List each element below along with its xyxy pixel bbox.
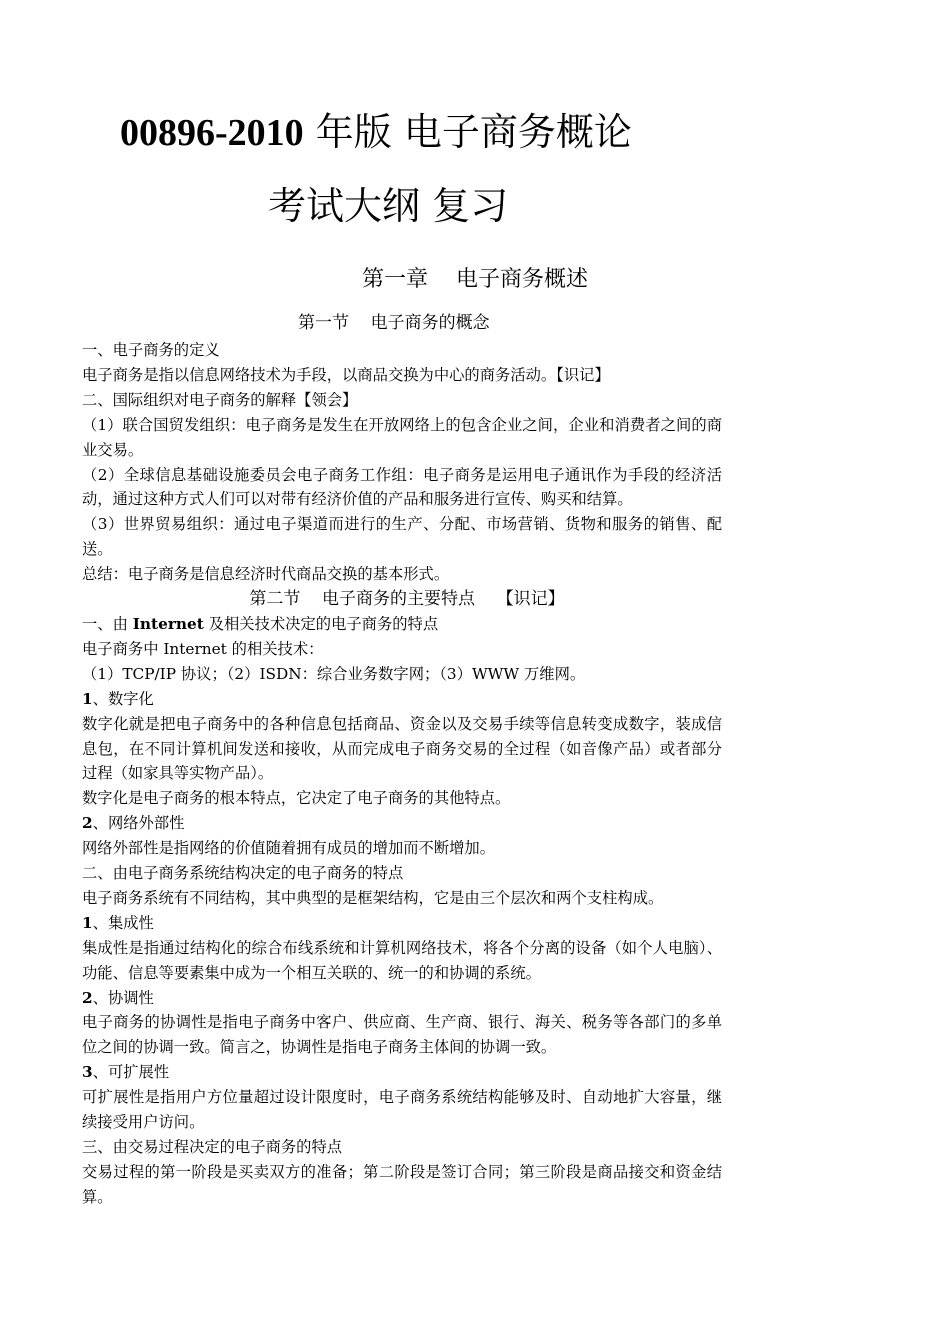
subheading <box>82 1060 722 1085</box>
paragraph: 数字化就是把电子商务中的各种信息包括商品、资金以及交易手续等信息转变成数字，装成信息包，在不同计算机间发送和接收，从而完成电子商务交易的全过程（如音像产品）或者部分过程（如家具等实物产品）。 <box>82 714 722 783</box>
subheading-number: 1 <box>82 913 93 932</box>
course-code: 00896-2010 <box>120 112 304 154</box>
subheading-text: 、数字化 <box>92 689 154 708</box>
subheading-text: 、可扩展性 <box>92 1063 170 1082</box>
paragraph: （3）世界贸易组织：通过电子渠道而进行的生产、分配、市场营销、货物和服务的销售、配送。 <box>82 515 722 559</box>
subheading <box>82 811 722 836</box>
paragraph: 交易过程的第一阶段是买卖双方的准备；第二阶段是签订合同；第三阶段是商品接交和资金结算。 <box>82 1162 722 1206</box>
paragraph: 电子商务中 Internet 的相关技术： <box>82 639 324 658</box>
subheading-number: 1 <box>82 689 93 708</box>
subheading-text: 、集成性 <box>92 913 154 932</box>
document-title-line1 <box>120 104 632 161</box>
chapter-heading: 第一章 电子商务概述 <box>362 267 588 292</box>
paragraph: （1）TCP/IP 协议；（2）ISDN：综合业务数字网；（3）WWW 万维网。 <box>82 664 586 683</box>
paragraph: 二、由电子商务系统结构决定的电子商务的特点 <box>82 864 404 883</box>
paragraph: 网络外部性是指网络的价值随着拥有成员的增加而不断增加。 <box>82 839 496 858</box>
paragraph: 数字化是电子商务的根本特点，它决定了电子商务的其他特点。 <box>82 789 511 808</box>
paragraph: 可扩展性是指用户方位量超过设计限度时，电子商务系统结构能够及时、自动地扩大容量，继续接受用户访问。 <box>82 1088 722 1132</box>
subheading-text: 、网络外部性 <box>92 814 185 833</box>
subheading <box>82 687 722 712</box>
paragraph: （1）联合国贸发组织：电子商务是发生在开放网络上的包含企业之间，企业和消费者之间的商业交易。 <box>82 415 722 459</box>
paragraph: 电子商务是指以信息网络技术为手段，以商品交换为中心的商务活动。【识记】 <box>82 365 610 384</box>
subheading <box>82 986 722 1011</box>
subheading-number: 2 <box>82 814 93 833</box>
title-text: 年版 电子商务概论 <box>303 110 632 154</box>
paragraph: 一、电子商务的定义 <box>82 341 220 359</box>
subheading-number: 2 <box>82 988 93 1007</box>
text-span: 及相关技术决定的电子商务的特点 <box>203 614 439 633</box>
document-title-line2: 考试大纲 复习 <box>268 184 509 228</box>
paragraph: 二、国际组织对电子商务的解释【领会】 <box>82 390 358 409</box>
paragraph: 集成性是指通过结构化的综合布线系统和计算机网络技术，将各个分离的设备（如个人电脑）、功能、信息等要素集中成为一个相互关联的、统一的和协调的系统。 <box>82 938 722 982</box>
text-span: 一、由 <box>82 614 133 633</box>
subheading-text: 、协调性 <box>92 988 154 1007</box>
paragraph: 电子商务系统有不同结构，其中典型的是框架结构，它是由三个层次和两个支柱构成。 <box>82 888 664 907</box>
subheading-number: 3 <box>82 1063 93 1082</box>
paragraph: 电子商务的协调性是指电子商务中客户、供应商、生产商、银行、海关、税务等各部门的多单位之间的协调一致。简言之，协调性是指电子商务主体间的协调一致。 <box>82 1013 722 1057</box>
document-body <box>82 338 722 1210</box>
section-heading-2: 第二节 电子商务的主要特点 【识记】 <box>249 589 565 610</box>
paragraph <box>82 612 722 637</box>
subheading <box>82 911 722 936</box>
section-heading-1: 第一节 电子商务的概念 <box>298 313 490 333</box>
paragraph: 三、由交易过程决定的电子商务的特点 <box>82 1138 343 1156</box>
paragraph: 总结：电子商务是信息经济时代商品交换的基本形式。 <box>82 565 450 584</box>
bold-term: Internet <box>132 614 204 633</box>
paragraph: （2）全球信息基础设施委员会电子商务工作组：电子商务是运用电子通讯作为手段的经济活动，通过这种方式人们可以对带有经济价值的产品和服务进行宣传、购买和结算。 <box>82 465 722 509</box>
